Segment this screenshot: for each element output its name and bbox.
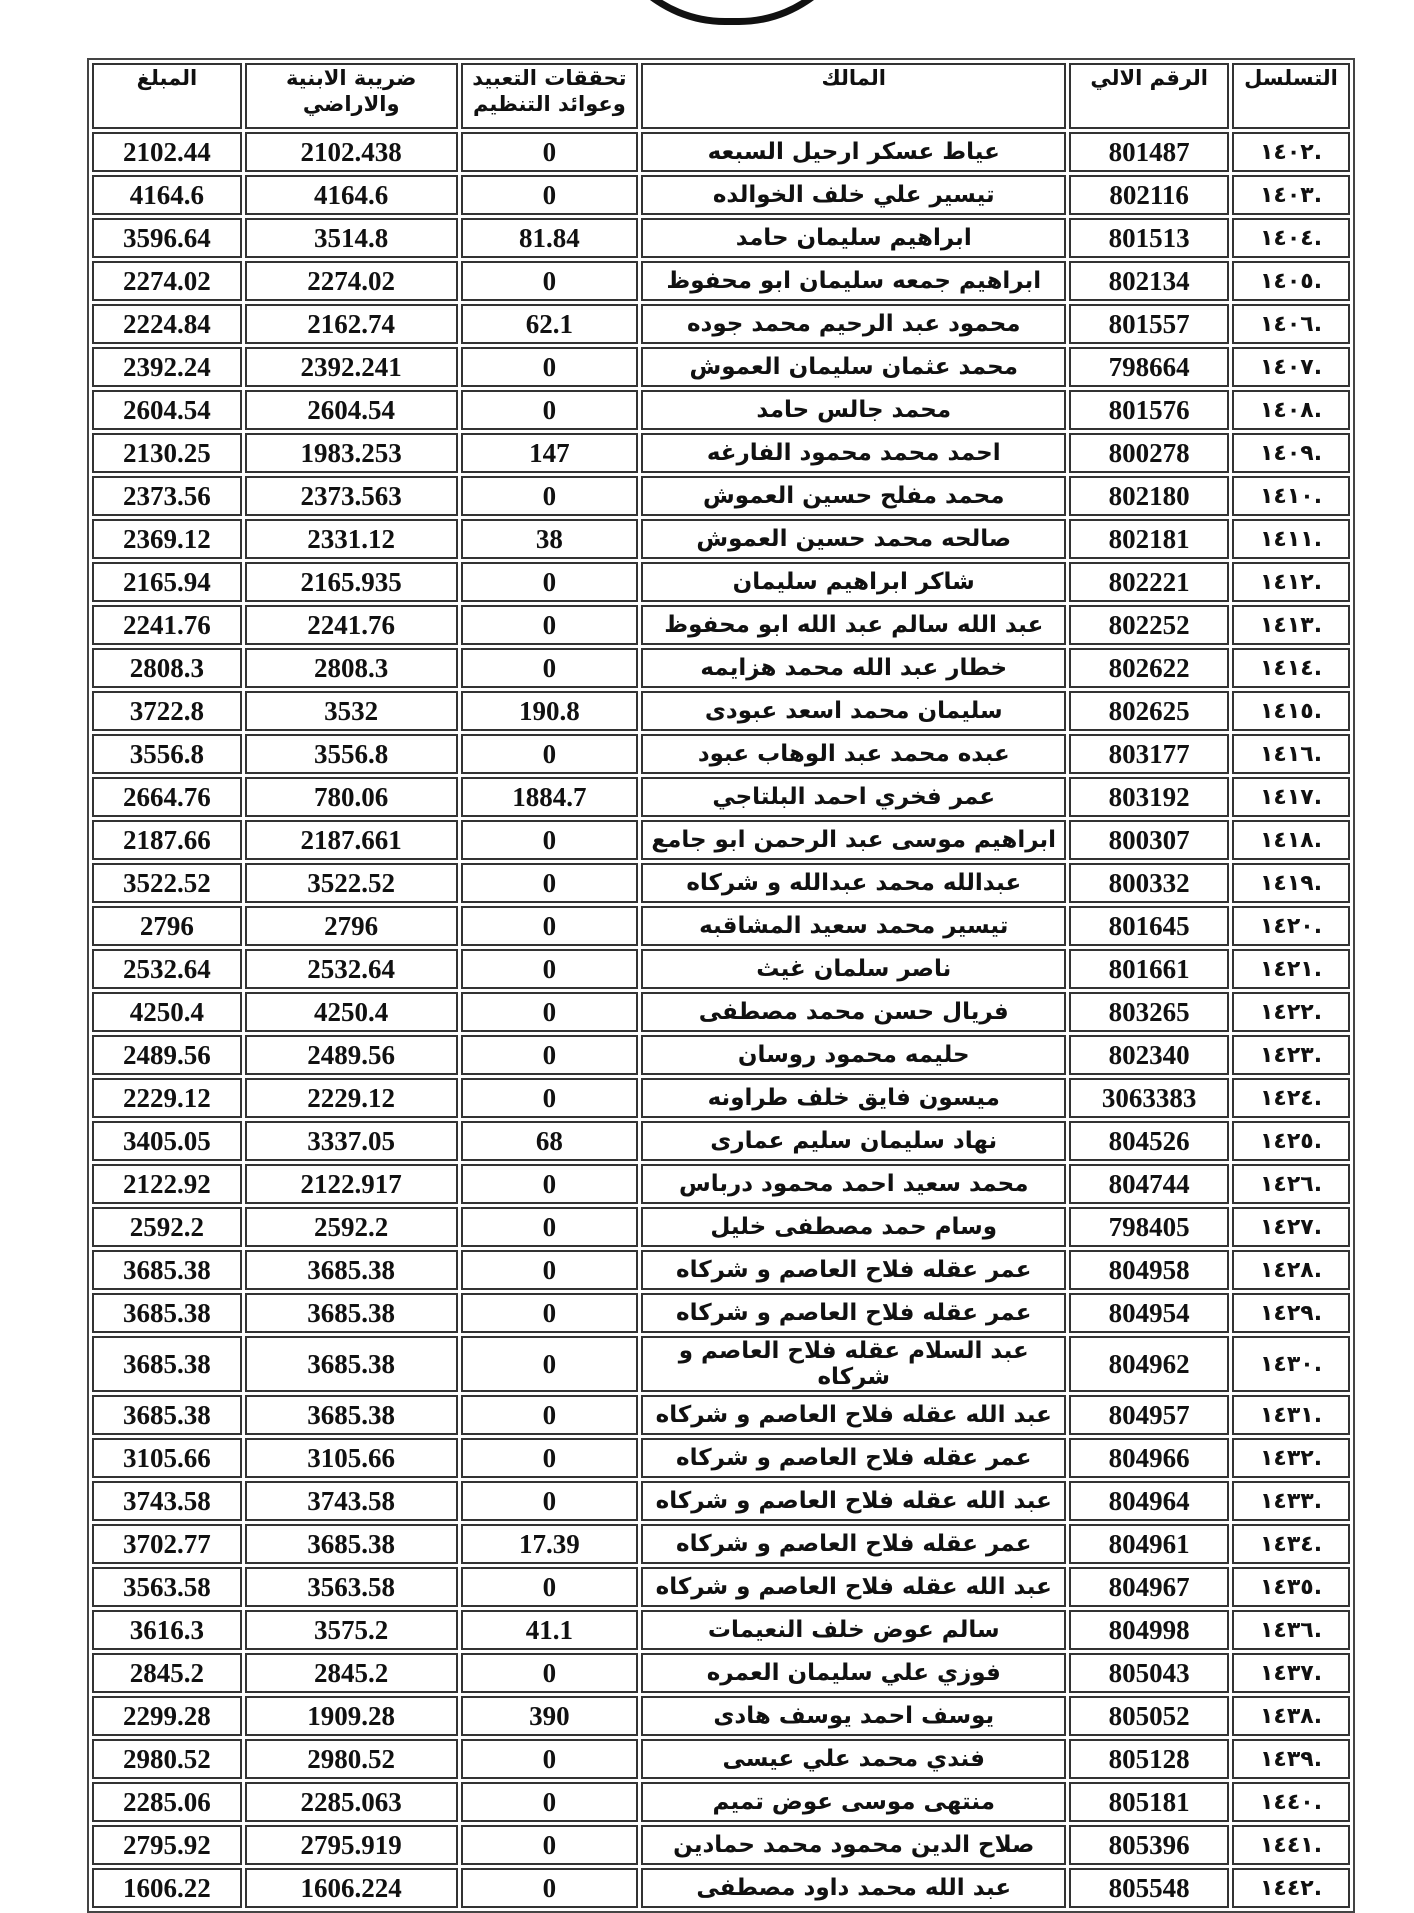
cell-paving-fees: 0 — [461, 562, 639, 602]
cell-seq: .١٤١٥ — [1232, 691, 1350, 731]
cell-amount: 3743.58 — [92, 1481, 242, 1521]
cell-seq: .١٤٣٩ — [1232, 1739, 1350, 1779]
cell-property-tax: 2331.12 — [245, 519, 458, 559]
table-row — [92, 1524, 1350, 1564]
cell-owner: محمود عبد الرحيم محمد جوده — [641, 304, 1066, 344]
cell-auto-number: 804957 — [1069, 1395, 1229, 1435]
cell-property-tax: 2122.917 — [245, 1164, 458, 1204]
cell-owner: فندي محمد علي عيسى — [641, 1739, 1066, 1779]
table-row — [92, 476, 1350, 516]
cell-auto-number: 805043 — [1069, 1653, 1229, 1693]
cell-amount: 2369.12 — [92, 519, 242, 559]
cell-paving-fees: 17.39 — [461, 1524, 639, 1564]
cell-amount: 1606.22 — [92, 1868, 242, 1908]
cell-owner: احمد محمد محمود الفارغه — [641, 433, 1066, 473]
cell-seq: .١٤٣٨ — [1232, 1696, 1350, 1736]
cell-seq: .١٤٣٤ — [1232, 1524, 1350, 1564]
cell-paving-fees: 0 — [461, 1438, 639, 1478]
cell-auto-number: 804962 — [1069, 1336, 1229, 1392]
cell-amount: 2130.25 — [92, 433, 242, 473]
cell-property-tax: 3685.38 — [245, 1524, 458, 1564]
cell-property-tax: 1909.28 — [245, 1696, 458, 1736]
cell-paving-fees: 0 — [461, 1395, 639, 1435]
cell-paving-fees: 68 — [461, 1121, 639, 1161]
cell-property-tax: 2604.54 — [245, 390, 458, 430]
table-row — [92, 734, 1350, 774]
cell-paving-fees: 0 — [461, 1336, 639, 1392]
cell-amount: 2592.2 — [92, 1207, 242, 1247]
cell-auto-number: 804961 — [1069, 1524, 1229, 1564]
cell-owner: ابراهيم جمعه سليمان ابو محفوظ — [641, 261, 1066, 301]
cell-seq: .١٤٢٤ — [1232, 1078, 1350, 1118]
header-row — [92, 63, 1350, 129]
cell-auto-number: 805396 — [1069, 1825, 1229, 1865]
cell-property-tax: 3563.58 — [245, 1567, 458, 1607]
cell-owner: فريال حسن محمد مصطفى — [641, 992, 1066, 1032]
cell-amount: 4164.6 — [92, 175, 242, 215]
cell-seq: .١٤١٩ — [1232, 863, 1350, 903]
cell-auto-number: 3063383 — [1069, 1078, 1229, 1118]
cell-property-tax: 2592.2 — [245, 1207, 458, 1247]
cell-paving-fees: 62.1 — [461, 304, 639, 344]
table-row — [92, 906, 1350, 946]
cell-auto-number: 805128 — [1069, 1739, 1229, 1779]
header-auto-number: الرقم الالي — [1069, 63, 1229, 129]
table-row — [92, 132, 1350, 172]
cell-owner: ميسون فايق خلف طراونه — [641, 1078, 1066, 1118]
header-property-tax: ضريبة الابنية والاراضي — [245, 63, 458, 129]
cell-seq: .١٤٠٢ — [1232, 132, 1350, 172]
header-owner: المالك — [641, 63, 1066, 129]
cell-amount: 2373.56 — [92, 476, 242, 516]
table-row — [92, 1121, 1350, 1161]
cell-auto-number: 800332 — [1069, 863, 1229, 903]
cell-property-tax: 2808.3 — [245, 648, 458, 688]
cell-paving-fees: 0 — [461, 906, 639, 946]
cell-owner: عمر عقله فلاح العاصم و شركاه — [641, 1250, 1066, 1290]
table-row — [92, 347, 1350, 387]
table-row — [92, 218, 1350, 258]
cell-owner: حليمه محمود روسان — [641, 1035, 1066, 1075]
cell-amount: 3685.38 — [92, 1293, 242, 1333]
cell-owner: منتهى موسى عوض تميم — [641, 1782, 1066, 1822]
cell-seq: .١٤١٠ — [1232, 476, 1350, 516]
cell-property-tax: 2795.919 — [245, 1825, 458, 1865]
cell-amount: 3556.8 — [92, 734, 242, 774]
cell-paving-fees: 0 — [461, 734, 639, 774]
cell-paving-fees: 0 — [461, 949, 639, 989]
cell-property-tax: 3575.2 — [245, 1610, 458, 1650]
cell-owner: محمد مفلح حسين العموش — [641, 476, 1066, 516]
cell-seq: .١٤١٨ — [1232, 820, 1350, 860]
cell-auto-number: 805548 — [1069, 1868, 1229, 1908]
cell-property-tax: 3685.38 — [245, 1250, 458, 1290]
cell-property-tax: 3743.58 — [245, 1481, 458, 1521]
cell-amount: 2274.02 — [92, 261, 242, 301]
table-row — [92, 949, 1350, 989]
cell-seq: .١٤٣٦ — [1232, 1610, 1350, 1650]
cell-property-tax: 2796 — [245, 906, 458, 946]
cell-seq: .١٤٠٩ — [1232, 433, 1350, 473]
cell-amount: 2795.92 — [92, 1825, 242, 1865]
cell-owner: تيسير علي خلف الخوالده — [641, 175, 1066, 215]
cell-seq: .١٤٠٦ — [1232, 304, 1350, 344]
cell-amount: 2980.52 — [92, 1739, 242, 1779]
table-row — [92, 433, 1350, 473]
cell-seq: .١٤٢٠ — [1232, 906, 1350, 946]
cell-seq: .١٤١٢ — [1232, 562, 1350, 602]
cell-paving-fees: 0 — [461, 648, 639, 688]
cell-seq: .١٤٢٧ — [1232, 1207, 1350, 1247]
cell-amount: 2489.56 — [92, 1035, 242, 1075]
table-row — [92, 390, 1350, 430]
table-row — [92, 519, 1350, 559]
cell-paving-fees: 0 — [461, 1782, 639, 1822]
cell-paving-fees: 0 — [461, 175, 639, 215]
cell-amount: 2165.94 — [92, 562, 242, 602]
cell-paving-fees: 0 — [461, 992, 639, 1032]
cell-amount: 3685.38 — [92, 1336, 242, 1392]
cell-amount: 4250.4 — [92, 992, 242, 1032]
cell-property-tax: 4250.4 — [245, 992, 458, 1032]
cell-auto-number: 804958 — [1069, 1250, 1229, 1290]
cell-property-tax: 3514.8 — [245, 218, 458, 258]
cell-seq: .١٤١٦ — [1232, 734, 1350, 774]
cell-seq: .١٤١٣ — [1232, 605, 1350, 645]
cell-property-tax: 2102.438 — [245, 132, 458, 172]
cell-auto-number: 805052 — [1069, 1696, 1229, 1736]
cell-amount: 2664.76 — [92, 777, 242, 817]
cell-auto-number: 804967 — [1069, 1567, 1229, 1607]
cell-amount: 3685.38 — [92, 1395, 242, 1435]
cell-owner: سليمان محمد اسعد عبودى — [641, 691, 1066, 731]
cell-auto-number: 802340 — [1069, 1035, 1229, 1075]
cell-paving-fees: 0 — [461, 1035, 639, 1075]
table-row — [92, 1481, 1350, 1521]
cell-owner: صلاح الدين محمود محمد حمادين — [641, 1825, 1066, 1865]
cell-property-tax: 3337.05 — [245, 1121, 458, 1161]
cell-paving-fees: 81.84 — [461, 218, 639, 258]
cell-amount: 2299.28 — [92, 1696, 242, 1736]
cell-owner: عبد السلام عقله فلاح العاصم و شركاه — [641, 1336, 1066, 1392]
cell-seq: .١٤١٧ — [1232, 777, 1350, 817]
cell-amount: 2187.66 — [92, 820, 242, 860]
cell-auto-number: 802181 — [1069, 519, 1229, 559]
cell-owner: عمر عقله فلاح العاصم و شركاه — [641, 1438, 1066, 1478]
cell-property-tax: 1983.253 — [245, 433, 458, 473]
table-row — [92, 691, 1350, 731]
cell-amount: 2392.24 — [92, 347, 242, 387]
cell-paving-fees: 0 — [461, 1481, 639, 1521]
cell-auto-number: 802180 — [1069, 476, 1229, 516]
cell-owner: عمر عقله فلاح العاصم و شركاه — [641, 1293, 1066, 1333]
cell-paving-fees: 0 — [461, 1164, 639, 1204]
cell-amount: 2604.54 — [92, 390, 242, 430]
table-row — [92, 777, 1350, 817]
cell-paving-fees: 0 — [461, 1293, 639, 1333]
table-row — [92, 863, 1350, 903]
table-row — [92, 1782, 1350, 1822]
cell-auto-number: 804998 — [1069, 1610, 1229, 1650]
cell-owner: عبد الله عقله فلاح العاصم و شركاه — [641, 1481, 1066, 1521]
cell-amount: 3685.38 — [92, 1250, 242, 1290]
cell-amount: 2102.44 — [92, 132, 242, 172]
cell-owner: عبده محمد عبد الوهاب عبود — [641, 734, 1066, 774]
cell-property-tax: 3556.8 — [245, 734, 458, 774]
table-row — [92, 1078, 1350, 1118]
cell-amount: 2229.12 — [92, 1078, 242, 1118]
cell-seq: .١٤٢٦ — [1232, 1164, 1350, 1204]
table-row — [92, 1696, 1350, 1736]
logo-arc — [600, 0, 864, 25]
cell-paving-fees: 41.1 — [461, 1610, 639, 1650]
cell-auto-number: 801557 — [1069, 304, 1229, 344]
cell-owner: عبد الله عقله فلاح العاصم و شركاه — [641, 1395, 1066, 1435]
cell-owner: فوزي علي سليمان العمره — [641, 1653, 1066, 1693]
cell-auto-number: 801487 — [1069, 132, 1229, 172]
cell-seq: .١٤٠٧ — [1232, 347, 1350, 387]
cell-amount: 3405.05 — [92, 1121, 242, 1161]
table-row — [92, 605, 1350, 645]
cell-paving-fees: 0 — [461, 1567, 639, 1607]
cell-owner: عبد الله سالم عبد الله ابو محفوظ — [641, 605, 1066, 645]
cell-amount: 2122.92 — [92, 1164, 242, 1204]
cell-seq: .١٤١٤ — [1232, 648, 1350, 688]
cell-paving-fees: 0 — [461, 347, 639, 387]
cell-seq: .١٤٣١ — [1232, 1395, 1350, 1435]
cell-seq: .١٤٢٢ — [1232, 992, 1350, 1032]
cell-paving-fees: 0 — [461, 1653, 639, 1693]
cell-paving-fees: 0 — [461, 1078, 639, 1118]
cell-amount: 2532.64 — [92, 949, 242, 989]
cell-auto-number: 801576 — [1069, 390, 1229, 430]
table-row — [92, 175, 1350, 215]
table-row — [92, 1293, 1350, 1333]
cell-auto-number: 798664 — [1069, 347, 1229, 387]
cell-property-tax: 2980.52 — [245, 1739, 458, 1779]
cell-owner: عبدالله محمد عبدالله و شركاه — [641, 863, 1066, 903]
cell-auto-number: 804954 — [1069, 1293, 1229, 1333]
cell-property-tax: 4164.6 — [245, 175, 458, 215]
table-row — [92, 304, 1350, 344]
cell-amount: 3616.3 — [92, 1610, 242, 1650]
cell-property-tax: 2187.661 — [245, 820, 458, 860]
table-row — [92, 1567, 1350, 1607]
cell-seq: .١٤٢٥ — [1232, 1121, 1350, 1161]
cell-paving-fees: 0 — [461, 1207, 639, 1247]
table-row — [92, 648, 1350, 688]
cell-paving-fees: 0 — [461, 1868, 639, 1908]
cell-property-tax: 3685.38 — [245, 1395, 458, 1435]
cell-paving-fees: 0 — [461, 605, 639, 645]
cell-paving-fees: 0 — [461, 1825, 639, 1865]
cell-owner: شاكر ابراهيم سليمان — [641, 562, 1066, 602]
cell-amount: 2796 — [92, 906, 242, 946]
cell-seq: .١٤٣٢ — [1232, 1438, 1350, 1478]
cell-property-tax: 780.06 — [245, 777, 458, 817]
table-row — [92, 992, 1350, 1032]
cell-property-tax: 2845.2 — [245, 1653, 458, 1693]
cell-property-tax: 3522.52 — [245, 863, 458, 903]
cell-seq: .١٤٤١ — [1232, 1825, 1350, 1865]
header-amount: المبلغ — [92, 63, 242, 129]
cell-property-tax: 2165.935 — [245, 562, 458, 602]
cell-auto-number: 803265 — [1069, 992, 1229, 1032]
cell-seq: .١٤٢١ — [1232, 949, 1350, 989]
cell-owner: خطار عبد الله محمد هزايمه — [641, 648, 1066, 688]
header-paving-fees: تحققات التعبيد وعوائد التنظيم — [461, 63, 639, 129]
cell-auto-number: 804526 — [1069, 1121, 1229, 1161]
cell-amount: 2808.3 — [92, 648, 242, 688]
tax-table — [87, 58, 1355, 1913]
cell-paving-fees: 0 — [461, 863, 639, 903]
cell-amount: 3522.52 — [92, 863, 242, 903]
cell-paving-fees: 1884.7 — [461, 777, 639, 817]
cell-owner: نهاد سليمان سليم عمارى — [641, 1121, 1066, 1161]
cell-auto-number: 802116 — [1069, 175, 1229, 215]
table-row — [92, 1868, 1350, 1908]
cell-auto-number: 800307 — [1069, 820, 1229, 860]
cell-seq: .١٤٣٧ — [1232, 1653, 1350, 1693]
table-row — [92, 1438, 1350, 1478]
cell-auto-number: 804966 — [1069, 1438, 1229, 1478]
cell-seq: .١٤٠٣ — [1232, 175, 1350, 215]
table-row — [92, 1035, 1350, 1075]
cell-auto-number: 804744 — [1069, 1164, 1229, 1204]
cell-owner: محمد سعيد احمد محمود درباس — [641, 1164, 1066, 1204]
cell-auto-number: 802625 — [1069, 691, 1229, 731]
cell-seq: .١٤٠٥ — [1232, 261, 1350, 301]
cell-property-tax: 3105.66 — [245, 1438, 458, 1478]
cell-seq: .١٤٣٠ — [1232, 1336, 1350, 1392]
cell-paving-fees: 0 — [461, 132, 639, 172]
cell-property-tax: 2162.74 — [245, 304, 458, 344]
cell-auto-number: 801513 — [1069, 218, 1229, 258]
cell-amount: 3702.77 — [92, 1524, 242, 1564]
cell-paving-fees: 0 — [461, 820, 639, 860]
cell-paving-fees: 190.8 — [461, 691, 639, 731]
cell-property-tax: 2241.76 — [245, 605, 458, 645]
table-row — [92, 1164, 1350, 1204]
cell-seq: .١٤٣٥ — [1232, 1567, 1350, 1607]
cell-property-tax: 1606.224 — [245, 1868, 458, 1908]
cell-owner: صالحه محمد حسين العموش — [641, 519, 1066, 559]
cell-auto-number: 802134 — [1069, 261, 1229, 301]
cell-owner: عياط عسكر ارحيل السبعه — [641, 132, 1066, 172]
cell-auto-number: 803177 — [1069, 734, 1229, 774]
cell-paving-fees: 38 — [461, 519, 639, 559]
cell-owner: محمد عثمان سليمان العموش — [641, 347, 1066, 387]
table-row — [92, 1336, 1350, 1392]
table-row — [92, 1739, 1350, 1779]
cell-owner: عبد الله محمد داود مصطفى — [641, 1868, 1066, 1908]
cell-paving-fees: 0 — [461, 390, 639, 430]
cell-amount: 3563.58 — [92, 1567, 242, 1607]
cell-amount: 3596.64 — [92, 218, 242, 258]
cell-seq: .١٤١١ — [1232, 519, 1350, 559]
table-row — [92, 261, 1350, 301]
cell-owner: عمر عقله فلاح العاصم و شركاه — [641, 1524, 1066, 1564]
cell-paving-fees: 0 — [461, 476, 639, 516]
cell-auto-number: 803192 — [1069, 777, 1229, 817]
cell-amount: 2845.2 — [92, 1653, 242, 1693]
cell-owner: ابراهيم موسى عبد الرحمن ابو جامع — [641, 820, 1066, 860]
cell-owner: سالم عوض خلف النعيمات — [641, 1610, 1066, 1650]
cell-paving-fees: 0 — [461, 1739, 639, 1779]
cell-owner: محمد جالس حامد — [641, 390, 1066, 430]
cell-seq: .١٤٢٣ — [1232, 1035, 1350, 1075]
cell-auto-number: 798405 — [1069, 1207, 1229, 1247]
cell-amount: 2224.84 — [92, 304, 242, 344]
cell-seq: .١٤٤٢ — [1232, 1868, 1350, 1908]
cell-auto-number: 802622 — [1069, 648, 1229, 688]
cell-amount: 2241.76 — [92, 605, 242, 645]
cell-auto-number: 801645 — [1069, 906, 1229, 946]
cell-amount: 2285.06 — [92, 1782, 242, 1822]
table-row — [92, 820, 1350, 860]
cell-property-tax: 2489.56 — [245, 1035, 458, 1075]
cell-owner: يوسف احمد يوسف هادى — [641, 1696, 1066, 1736]
table-row — [92, 562, 1350, 602]
cell-amount: 3722.8 — [92, 691, 242, 731]
cell-seq: .١٤٢٩ — [1232, 1293, 1350, 1333]
cell-seq: .١٤٠٨ — [1232, 390, 1350, 430]
cell-owner: عمر فخري احمد البلتاجي — [641, 777, 1066, 817]
header-sequence: التسلسل — [1232, 63, 1350, 129]
cell-owner: ابراهيم سليمان حامد — [641, 218, 1066, 258]
cell-property-tax: 2373.563 — [245, 476, 458, 516]
cell-owner: ناصر سلمان غيث — [641, 949, 1066, 989]
cell-seq: .١٤٣٣ — [1232, 1481, 1350, 1521]
cell-paving-fees: 390 — [461, 1696, 639, 1736]
cell-seq: .١٤٤٠ — [1232, 1782, 1350, 1822]
cell-property-tax: 2285.063 — [245, 1782, 458, 1822]
cell-property-tax: 2392.241 — [245, 347, 458, 387]
table-row — [92, 1250, 1350, 1290]
cell-paving-fees: 147 — [461, 433, 639, 473]
cell-property-tax: 2229.12 — [245, 1078, 458, 1118]
cell-paving-fees: 0 — [461, 261, 639, 301]
cell-auto-number: 801661 — [1069, 949, 1229, 989]
cell-property-tax: 3532 — [245, 691, 458, 731]
cell-owner: تيسير محمد سعيد المشاقبه — [641, 906, 1066, 946]
cell-auto-number: 804964 — [1069, 1481, 1229, 1521]
table-row — [92, 1395, 1350, 1435]
table-row — [92, 1653, 1350, 1693]
cell-auto-number: 802252 — [1069, 605, 1229, 645]
cell-owner: عبد الله عقله فلاح العاصم و شركاه — [641, 1567, 1066, 1607]
cell-property-tax: 3685.38 — [245, 1336, 458, 1392]
cell-seq: .١٤٠٤ — [1232, 218, 1350, 258]
table-row — [92, 1825, 1350, 1865]
cell-owner: وسام حمد مصطفى خليل — [641, 1207, 1066, 1247]
cell-property-tax: 2532.64 — [245, 949, 458, 989]
table-row — [92, 1610, 1350, 1650]
cell-seq: .١٤٢٨ — [1232, 1250, 1350, 1290]
cell-property-tax: 2274.02 — [245, 261, 458, 301]
table-row — [92, 1207, 1350, 1247]
cell-amount: 3105.66 — [92, 1438, 242, 1478]
cell-property-tax: 3685.38 — [245, 1293, 458, 1333]
cell-auto-number: 802221 — [1069, 562, 1229, 602]
cell-auto-number: 800278 — [1069, 433, 1229, 473]
cell-paving-fees: 0 — [461, 1250, 639, 1290]
cell-auto-number: 805181 — [1069, 1782, 1229, 1822]
